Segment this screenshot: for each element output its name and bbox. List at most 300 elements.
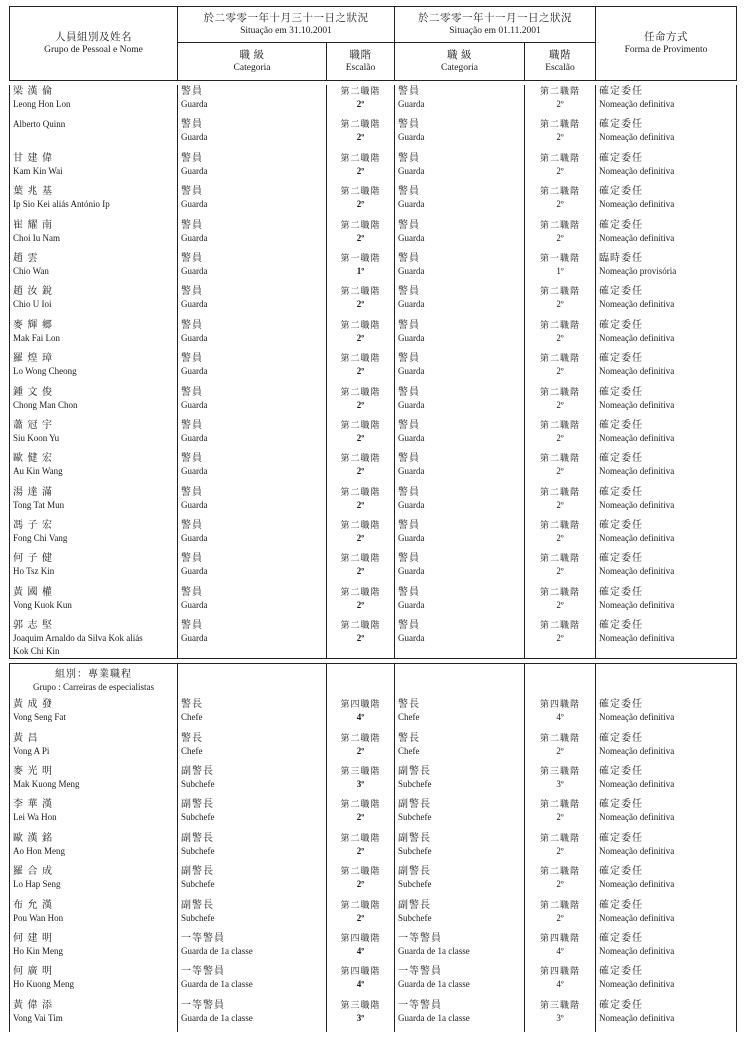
escalao-2-cell [525,698,596,731]
table-row [10,252,737,285]
escalao-2-cell [525,452,596,485]
escalao-2-cn: 第二職階 [539,319,580,330]
provimento-cn: 確定委任 [599,899,643,911]
categoria-2-pt: Guarda de 1a classe [398,945,470,956]
categoria-1-cn: 警員 [181,286,203,298]
provimento-cn: 確定委任 [599,966,643,978]
provimento-pt: Nomeação definitiva [599,979,675,990]
escalao-1-cn: 第二職階 [340,486,381,497]
provimento-pt: Nomeação provisória [599,265,677,276]
escalao-1-value: 2º [356,566,365,577]
provimento-pt: Nomeação definitiva [599,745,675,756]
categoria-2-cn: 副警長 [398,766,431,778]
name-cell [10,386,178,419]
escalao-2-cn: 第三職階 [539,999,580,1010]
escalao-2-value: 2º [556,533,564,544]
escalao-1-value: 2º [356,499,365,510]
categoria-2-cn: 副警長 [398,799,431,811]
provimento-pt: Nomeação definitiva [599,366,675,377]
categoria-1-cell [178,999,327,1032]
escalao-1-value: 3º [356,1012,365,1023]
escalao-2-value: 2º [556,232,564,243]
escalao-1-cn: 第四職階 [340,966,381,977]
provimento-cell [596,619,737,659]
provimento-pt: Nomeação definitiva [599,199,675,210]
categoria-1-cell [178,732,327,765]
escalao-1-value: 2º [356,812,365,823]
escalao-1-cn: 第二職階 [340,419,381,430]
name-cell [10,865,178,898]
name-pt: Chio Wan [13,265,49,276]
escalao-1-cell [327,899,395,932]
categoria-2-cell [395,219,525,252]
escalao-2-cn: 第二職階 [539,832,580,843]
categoria-1-cn: 警員 [181,419,203,431]
escalao-2-cn: 第四職階 [539,966,580,977]
name-cell [10,832,178,865]
name-pt: Ao Hon Meng [13,845,65,856]
escalao-2-cn: 第二職階 [539,453,580,464]
escalao-1-cell [327,319,395,352]
categoria-1-cell [178,486,327,519]
escalao-2-cn: 第二職階 [539,219,580,230]
categoria-2-pt: Guarda [398,599,425,610]
empty-cell [525,664,596,699]
categoria-2-cn: 警員 [398,520,420,532]
provimento-cn: 確定委任 [599,186,643,198]
escalao-2-value: 3º [556,1012,564,1023]
name-cell [10,486,178,519]
name-cell [10,319,178,352]
provimento-cell [596,352,737,385]
categoria-2-pt: Guarda [398,466,425,477]
provimento-cell [596,698,737,731]
escalao-2-cn: 第二職階 [539,152,580,163]
name-pt: Chio U Ioi [13,299,52,310]
escalao-1-value: 2º [356,299,365,310]
categoria-1-pt: Guarda [181,366,208,377]
categoria-2-cn: 警員 [398,86,420,97]
name-cell [10,765,178,798]
provimento-cn: 確定委任 [599,486,643,498]
escalao-2-value: 3º [556,779,564,790]
header-prov-cn: 任命方式 [644,31,688,43]
escalao-1-cn: 第二職階 [340,453,381,464]
escalao-1-cell [327,118,395,151]
escalao-1-cell [327,85,395,118]
header-sit1-cn: 於二零零一年十月三十一日之狀況 [203,12,369,24]
name-cell [10,452,178,485]
provimento-cn: 確定委任 [599,453,643,465]
categoria-2-cell [395,798,525,831]
header-categoria-2 [395,43,525,81]
provimento-cn: 確定委任 [599,999,643,1011]
escalao-1-cell [327,519,395,552]
name-pt: Lo Hap Seng [13,879,61,890]
name-pt: Ho Kin Meng [13,945,63,956]
table-row [10,386,737,419]
name-cn: 羅 合 成 [13,866,53,878]
categoria-1-cn: 警員 [181,553,203,565]
escalao-2-cell [525,118,596,151]
provimento-cn: 確定委任 [599,766,643,778]
name-pt: Vong Kuok Kun [13,599,72,610]
categoria-1-cn: 警員 [181,152,203,164]
table-header [9,6,737,81]
categoria-1-pt: Guarda [181,232,208,243]
categoria-2-pt: Guarda [398,132,425,143]
escalao-2-cell [525,619,596,659]
escalao-2-value: 2º [556,912,564,923]
name-pt: Siu Koon Yu [13,432,60,443]
table-row [10,965,737,998]
categoria-2-pt: Subchefe [398,812,432,823]
escalao-1-cn: 第一職階 [340,252,381,263]
header-situation-1 [178,7,395,43]
categoria-1-cell [178,698,327,731]
escalao-2-cell [525,352,596,385]
provimento-cell [596,419,737,452]
name-pt: Vong Vai Tim [13,1012,63,1023]
escalao-2-cell [525,765,596,798]
escalao-2-value: 2º [556,466,564,477]
provimento-pt: Nomeação definitiva [599,299,675,310]
escalao-2-cell [525,386,596,419]
name-cn: 梁 漢 倫 [13,86,53,97]
provimento-cell [596,519,737,552]
categoria-2-cn: 警員 [398,419,420,431]
name-pt: Joaquim Arnaldo da Silva Kok aliás [13,633,143,644]
header-cat1-pt: Categoria [233,62,271,73]
categoria-2-pt: Subchefe [398,779,432,790]
name-cn: 何 廣 明 [13,966,53,978]
provimento-cn: 確定委任 [599,699,643,711]
categoria-1-cn: 副警長 [181,899,214,911]
provimento-cell [596,152,737,185]
escalao-1-cn: 第二職階 [340,586,381,597]
escalao-1-cn: 第二職階 [340,520,381,531]
provimento-pt: Nomeação definitiva [599,232,675,243]
escalao-1-cell [327,798,395,831]
provimento-cell [596,732,737,765]
name-cn: 趙 汝 銳 [13,286,53,298]
escalao-1-value: 2º [356,99,365,109]
escalao-1-cell [327,419,395,452]
name-pt: Ho Kuong Meng [13,979,74,990]
provimento-pt: Nomeação definitiva [599,432,675,443]
categoria-1-cell [178,285,327,318]
provimento-pt: Nomeação definitiva [599,812,675,823]
provimento-pt: Nomeação definitiva [599,633,675,644]
provimento-pt: Nomeação definitiva [599,332,675,343]
provimento-cn: 確定委任 [599,866,643,878]
escalao-1-value: 2º [356,745,365,756]
provimento-cell [596,899,737,932]
categoria-1-pt: Subchefe [181,845,215,856]
table-row [10,85,737,118]
name-cell [10,252,178,285]
name-cell [10,586,178,619]
categoria-2-cell [395,352,525,385]
escalao-1-cell [327,698,395,731]
name-pt: Vong A Pi [13,745,50,756]
categoria-2-cell [395,152,525,185]
escalao-1-cell [327,552,395,585]
categoria-1-pt: Subchefe [181,879,215,890]
header-esc1-pt: Escalão [345,62,376,73]
provimento-cell [596,452,737,485]
empty-cell [178,664,327,699]
provimento-pt: Nomeação definitiva [599,466,675,477]
categoria-1-pt: Guarda [181,599,208,610]
escalao-2-cn: 第四職階 [539,699,580,710]
categoria-1-cell [178,586,327,619]
group-2-rows [10,698,737,1032]
categoria-2-cn: 警員 [398,152,420,164]
categoria-1-pt: Guarda [181,132,208,143]
header-cat2-cn: 職 級 [446,49,473,61]
escalao-2-cn: 第二職階 [539,386,580,397]
categoria-1-cell [178,152,327,185]
categoria-2-pt: Guarda de 1a classe [398,1012,470,1023]
name-pt: Fong Chi Vang [13,533,68,544]
escalao-1-cell [327,285,395,318]
escalao-1-cell [327,865,395,898]
name-cn: 黃 國 權 [13,586,53,598]
name-pt: Alberto Quinn [13,119,66,130]
categoria-1-cn: 警員 [181,620,203,632]
categoria-2-cell [395,999,525,1032]
categoria-1-cell [178,552,327,585]
escalao-2-cell [525,832,596,865]
categoria-1-cn: 副警長 [181,866,214,878]
name-pt: Mak Kuong Meng [13,779,80,790]
categoria-2-cn: 警員 [398,453,420,465]
name-cn: 崔 耀 南 [13,219,53,231]
header-name-cn: 人員組別及姓名 [55,31,132,43]
group-2-title [10,664,178,699]
escalao-2-cn: 第二職階 [539,586,580,597]
escalao-2-value: 2º [556,499,564,510]
escalao-2-value: 2º [556,99,564,109]
document-page [9,6,736,1032]
escalao-1-cn: 第四職階 [340,699,381,710]
name-pt: Chong Man Chon [13,399,78,410]
categoria-2-cell [395,732,525,765]
escalao-1-value: 2º [356,879,365,890]
name-cn: 李 華 漢 [13,799,53,811]
table-row [10,285,737,318]
group-2-title-pt: Grupo : Carreiras de especialistas [33,682,154,693]
escalao-2-value: 2º [556,299,564,310]
categoria-1-cell [178,185,327,218]
categoria-2-cn: 警員 [398,252,420,264]
escalao-2-value: 2º [556,399,564,410]
table-row [10,698,737,731]
escalao-2-value: 1º [556,265,564,276]
categoria-1-cell [178,765,327,798]
name-cell [10,965,178,998]
provimento-cell [596,552,737,585]
categoria-2-pt: Subchefe [398,879,432,890]
escalao-2-value: 2º [556,332,564,343]
escalao-2-cell [525,486,596,519]
categoria-1-cn: 一等警員 [181,999,225,1011]
categoria-2-cn: 副警長 [398,866,431,878]
name-cell [10,419,178,452]
categoria-2-pt: Guarda [398,566,425,577]
escalao-1-value: 2º [356,845,365,856]
categoria-1-cn: 警員 [181,186,203,198]
escalao-1-value: 1º [356,265,365,276]
categoria-2-cn: 副警長 [398,832,431,844]
escalao-1-cell [327,999,395,1032]
escalao-1-value: 2º [356,165,365,176]
categoria-2-pt: Guarda [398,633,425,644]
name-cell [10,899,178,932]
categoria-2-cell [395,698,525,731]
provimento-pt: Nomeação definitiva [599,132,675,143]
escalao-1-value: 2º [356,633,365,644]
escalao-1-cell [327,252,395,285]
categoria-1-pt: Guarda [181,165,208,176]
categoria-1-pt: Subchefe [181,779,215,790]
categoria-1-cell [178,118,327,151]
empty-cell [327,664,395,699]
escalao-2-value: 2º [556,199,564,210]
name-cn: 歐 健 宏 [13,453,53,465]
categoria-2-cell [395,619,525,659]
name-pt: Ho Tsz Kin [13,566,55,577]
name-cn: 布 允 漢 [13,899,53,911]
categoria-1-cn: 副警長 [181,799,214,811]
categoria-1-cell [178,965,327,998]
categoria-1-cell [178,352,327,385]
provimento-cell [596,999,737,1032]
escalao-2-cn: 第四職階 [539,932,580,943]
escalao-1-cn: 第二職階 [340,732,381,743]
escalao-2-cell [525,185,596,218]
categoria-1-cell [178,865,327,898]
name-cell [10,732,178,765]
name-cell [10,352,178,385]
escalao-1-cn: 第二職階 [340,899,381,910]
escalao-2-cn: 第二職階 [539,899,580,910]
escalao-1-cell [327,965,395,998]
categoria-2-pt: Guarda [398,99,425,109]
categoria-2-pt: Guarda [398,432,425,443]
provimento-cell [596,486,737,519]
escalao-1-value: 2º [356,912,365,923]
name-cn: 黃 昌 [13,732,39,744]
escalao-2-value: 2º [556,132,564,143]
group-2-title-cn: 組別：專業職程 [55,669,132,681]
escalao-2-value: 4º [556,979,564,990]
name-cell [10,698,178,731]
header-sit1-pt: Situação em 31.10.2001 [240,25,332,36]
categoria-2-cell [395,932,525,965]
categoria-2-cn: 警員 [398,353,420,365]
categoria-2-cn: 警員 [398,286,420,298]
header-cat1-cn: 職 級 [239,49,265,61]
categoria-2-cn: 警員 [398,553,420,565]
name-pt: Ip Sio Kei aliás António Ip [13,199,110,210]
header-prov-pt: Forma de Provimento [624,44,708,55]
categoria-1-pt: Guarda [181,265,208,276]
header-cat2-pt: Categoria [441,62,478,73]
name-cn: 趙 雲 [13,252,39,264]
categoria-1-cn: 警員 [181,119,203,131]
name-pt: Lo Wong Cheong [13,366,77,377]
categoria-2-cn: 警員 [398,486,420,498]
group-2-section [10,659,737,699]
escalao-2-cn: 第二職階 [539,553,580,564]
provimento-cn: 確定委任 [599,152,643,164]
categoria-1-pt: Guarda [181,432,208,443]
escalao-2-cell [525,285,596,318]
escalao-1-value: 2º [356,366,365,377]
table-row [10,999,737,1032]
provimento-pt: Nomeação definitiva [599,99,675,109]
categoria-2-cn: 一等警員 [398,999,442,1011]
escalao-2-cell [525,419,596,452]
escalao-2-value: 4º [556,712,564,723]
categoria-2-pt: Guarda [398,332,425,343]
escalao-1-cell [327,732,395,765]
categoria-1-cn: 警員 [181,520,203,532]
escalao-1-cn: 第二職階 [340,186,381,197]
provimento-pt: Nomeação definitiva [599,712,675,723]
empty-cell [395,664,525,699]
categoria-1-cn: 警員 [181,353,203,365]
escalao-1-value: 2º [356,466,365,477]
provimento-pt: Nomeação definitiva [599,779,675,790]
provimento-cn: 確定委任 [599,832,643,844]
categoria-2-cell [395,586,525,619]
name-cell [10,519,178,552]
categoria-2-pt: Guarda [398,199,425,210]
escalao-2-cell [525,552,596,585]
header-provimento [596,7,737,81]
table-row [10,798,737,831]
table-row [10,219,737,252]
provimento-cell [596,219,737,252]
escalao-2-value: 2º [556,745,564,756]
categoria-2-cell [395,319,525,352]
provimento-cell [596,252,737,285]
provimento-cn: 確定委任 [599,353,643,365]
escalao-1-cell [327,352,395,385]
table-row [10,352,737,385]
escalao-2-cn: 第一職階 [539,252,580,263]
categoria-1-cn: 警長 [181,732,203,744]
name-cell [10,798,178,831]
escalao-1-cell [327,452,395,485]
escalao-1-value: 4º [356,979,365,990]
header-escalao-1 [327,43,395,81]
categoria-2-cell [395,386,525,419]
escalao-1-cn: 第二職階 [340,799,381,810]
categoria-2-cn: 一等警員 [398,966,442,978]
categoria-1-cn: 警員 [181,319,203,331]
header-name-column [10,7,178,81]
escalao-1-cell [327,586,395,619]
escalao-2-cell [525,732,596,765]
escalao-1-value: 2º [356,432,365,443]
provimento-cell [596,285,737,318]
provimento-pt: Nomeação definitiva [599,399,675,410]
provimento-cell [596,765,737,798]
